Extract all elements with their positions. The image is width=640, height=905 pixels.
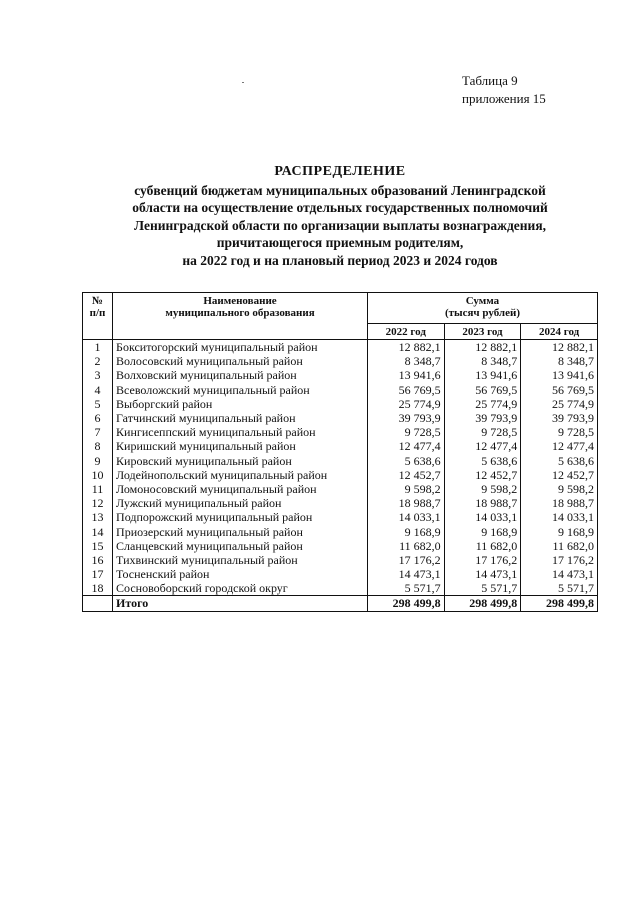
amount-cell: 25 774,9 <box>521 397 598 411</box>
amount-cell: 12 882,1 <box>521 340 598 355</box>
table-number: Таблица 9 <box>462 73 518 88</box>
header-sum: Сумма (тысяч рублей) <box>367 293 597 324</box>
row-number: 15 <box>83 539 113 553</box>
amount-cell: 13 941,6 <box>521 368 598 382</box>
municipality-name: Гатчинский муниципальный район <box>113 411 368 425</box>
amount-cell: 18 988,7 <box>521 496 598 510</box>
amount-cell: 39 793,9 <box>521 411 598 425</box>
municipality-name: Лужский муниципальный район <box>113 496 368 510</box>
amount-cell: 17 176,2 <box>521 553 598 567</box>
table-row <box>83 510 598 524</box>
scan-speck <box>242 82 244 83</box>
header-name: Наименование муниципального образования <box>113 293 368 340</box>
amount-cell: 9 598,2 <box>521 482 598 496</box>
row-number: 3 <box>83 368 113 382</box>
header-year: 2022 год <box>367 324 444 340</box>
amount-cell: 56 769,5 <box>521 383 598 397</box>
table-row <box>83 553 598 567</box>
table-reference <box>462 72 546 108</box>
amount-cell: 5 638,6 <box>367 454 444 468</box>
row-number: 5 <box>83 397 113 411</box>
amount-cell: 14 473,1 <box>521 567 598 581</box>
table-row <box>83 524 598 538</box>
row-number: 2 <box>83 354 113 368</box>
amount-cell: 18 988,7 <box>444 496 521 510</box>
amount-cell: 12 452,7 <box>521 468 598 482</box>
amount-cell: 9 598,2 <box>367 482 444 496</box>
municipality-name: Волховский муниципальный район <box>113 368 368 382</box>
table-row <box>83 482 598 496</box>
amount-cell: 39 793,9 <box>367 411 444 425</box>
amount-cell: 11 682,0 <box>444 539 521 553</box>
amount-cell: 14 033,1 <box>521 510 598 524</box>
amount-cell: 11 682,0 <box>367 539 444 553</box>
amount-cell: 14 473,1 <box>444 567 521 581</box>
title-line: Ленинградской области по организации выплаты вознаграждения, <box>133 217 547 233</box>
amount-cell: 12 477,4 <box>444 439 521 453</box>
amount-cell: 25 774,9 <box>444 397 521 411</box>
table-row <box>83 383 598 397</box>
amount-cell: 9 728,5 <box>367 425 444 439</box>
amount-cell: 14 473,1 <box>367 567 444 581</box>
amount-cell: 9 168,9 <box>521 524 598 538</box>
row-number: 14 <box>83 524 113 538</box>
amount-cell: 9 168,9 <box>444 524 521 538</box>
amount-cell: 8 348,7 <box>444 354 521 368</box>
amount-cell: 9 598,2 <box>444 482 521 496</box>
amount-cell: 12 477,4 <box>521 439 598 453</box>
table-row <box>83 425 598 439</box>
row-number: 13 <box>83 510 113 524</box>
amount-cell: 39 793,9 <box>444 411 521 425</box>
amount-cell: 9 728,5 <box>444 425 521 439</box>
table-row <box>83 411 598 425</box>
total-amount: 298 499,8 <box>367 596 444 611</box>
title-line: области на осуществление отдельных государственных полномочий <box>132 200 548 215</box>
table-row <box>83 454 598 468</box>
municipality-name: Всеволожский муниципальный район <box>113 383 368 397</box>
title-line: субвенций бюджетам муниципальных образований Ленинградской <box>134 182 546 198</box>
amount-cell: 25 774,9 <box>367 397 444 411</box>
table-row <box>83 581 598 596</box>
row-number: 7 <box>83 425 113 439</box>
row-number: 4 <box>83 383 113 397</box>
municipality-name: Приозерский муниципальный район <box>113 524 368 538</box>
municipality-name: Лодейнопольский муниципальный район <box>113 468 368 482</box>
total-label: Итого <box>113 596 368 611</box>
municipality-name: Волосовский муниципальный район <box>113 354 368 368</box>
amount-cell: 56 769,5 <box>444 383 521 397</box>
municipality-name: Кировский муниципальный район <box>113 454 368 468</box>
amount-cell: 12 882,1 <box>367 340 444 355</box>
amount-cell: 12 452,7 <box>367 468 444 482</box>
row-number: 16 <box>83 553 113 567</box>
row-number: 12 <box>83 496 113 510</box>
municipality-name: Киришский муниципальный район <box>113 439 368 453</box>
amount-cell: 9 168,9 <box>367 524 444 538</box>
table-row <box>83 439 598 453</box>
row-number: 11 <box>83 482 113 496</box>
table-row <box>83 368 598 382</box>
row-number: 1 <box>83 340 113 355</box>
municipality-name: Тосненский район <box>113 567 368 581</box>
table-row <box>83 468 598 482</box>
municipality-name: Кингисеппский муниципальный район <box>113 425 368 439</box>
amount-cell: 12 477,4 <box>367 439 444 453</box>
total-number-cell <box>83 596 113 611</box>
amount-cell: 13 941,6 <box>367 368 444 382</box>
amount-cell: 12 452,7 <box>444 468 521 482</box>
municipality-name: Выборгский район <box>113 397 368 411</box>
amount-cell: 14 033,1 <box>444 510 521 524</box>
municipality-name: Сосновоборский городской округ <box>113 581 368 596</box>
header-year: 2024 год <box>521 324 598 340</box>
row-number: 8 <box>83 439 113 453</box>
table-body <box>83 340 598 612</box>
amount-cell: 18 988,7 <box>367 496 444 510</box>
amount-cell: 8 348,7 <box>367 354 444 368</box>
municipality-name: Ломоносовский муниципальный район <box>113 482 368 496</box>
appendix-number: приложения 15 <box>462 91 546 106</box>
total-row <box>83 596 598 611</box>
amount-cell: 11 682,0 <box>521 539 598 553</box>
amount-cell: 56 769,5 <box>367 383 444 397</box>
header-number: № п/п <box>83 293 113 340</box>
row-number: 10 <box>83 468 113 482</box>
row-number: 6 <box>83 411 113 425</box>
total-amount: 298 499,8 <box>521 596 598 611</box>
title-main: РАСПРЕДЕЛЕНИЕ <box>274 164 406 179</box>
amount-cell: 5 571,7 <box>521 581 598 596</box>
title-line: причитающегося приемным родителям, <box>216 235 464 250</box>
row-number: 17 <box>83 567 113 581</box>
table-row <box>83 397 598 411</box>
municipality-name: Бокситогорский муниципальный район <box>113 340 368 355</box>
municipality-name: Подпорожский муниципальный район <box>113 510 368 524</box>
amount-cell: 5 571,7 <box>367 581 444 596</box>
amount-cell: 17 176,2 <box>444 553 521 567</box>
row-number: 9 <box>83 454 113 468</box>
distribution-table <box>82 292 598 612</box>
amount-cell: 5 638,6 <box>444 454 521 468</box>
amount-cell: 12 882,1 <box>444 340 521 355</box>
amount-cell: 9 728,5 <box>521 425 598 439</box>
amount-cell: 13 941,6 <box>444 368 521 382</box>
header-year: 2023 год <box>444 324 521 340</box>
table-row <box>83 539 598 553</box>
title-line: на 2022 год и на плановый период 2023 и 2024 годов <box>182 252 498 268</box>
municipality-name: Тихвинский муниципальный район <box>113 553 368 567</box>
table-row <box>83 567 598 581</box>
amount-cell: 17 176,2 <box>367 553 444 567</box>
amount-cell: 5 571,7 <box>444 581 521 596</box>
amount-cell: 5 638,6 <box>521 454 598 468</box>
document-title <box>90 163 590 269</box>
amount-cell: 8 348,7 <box>521 354 598 368</box>
table-row <box>83 496 598 510</box>
row-number: 18 <box>83 581 113 596</box>
table-row <box>83 340 598 355</box>
table-row <box>83 354 598 368</box>
amount-cell: 14 033,1 <box>367 510 444 524</box>
municipality-name: Сланцевский муниципальный район <box>113 539 368 553</box>
total-amount: 298 499,8 <box>444 596 521 611</box>
